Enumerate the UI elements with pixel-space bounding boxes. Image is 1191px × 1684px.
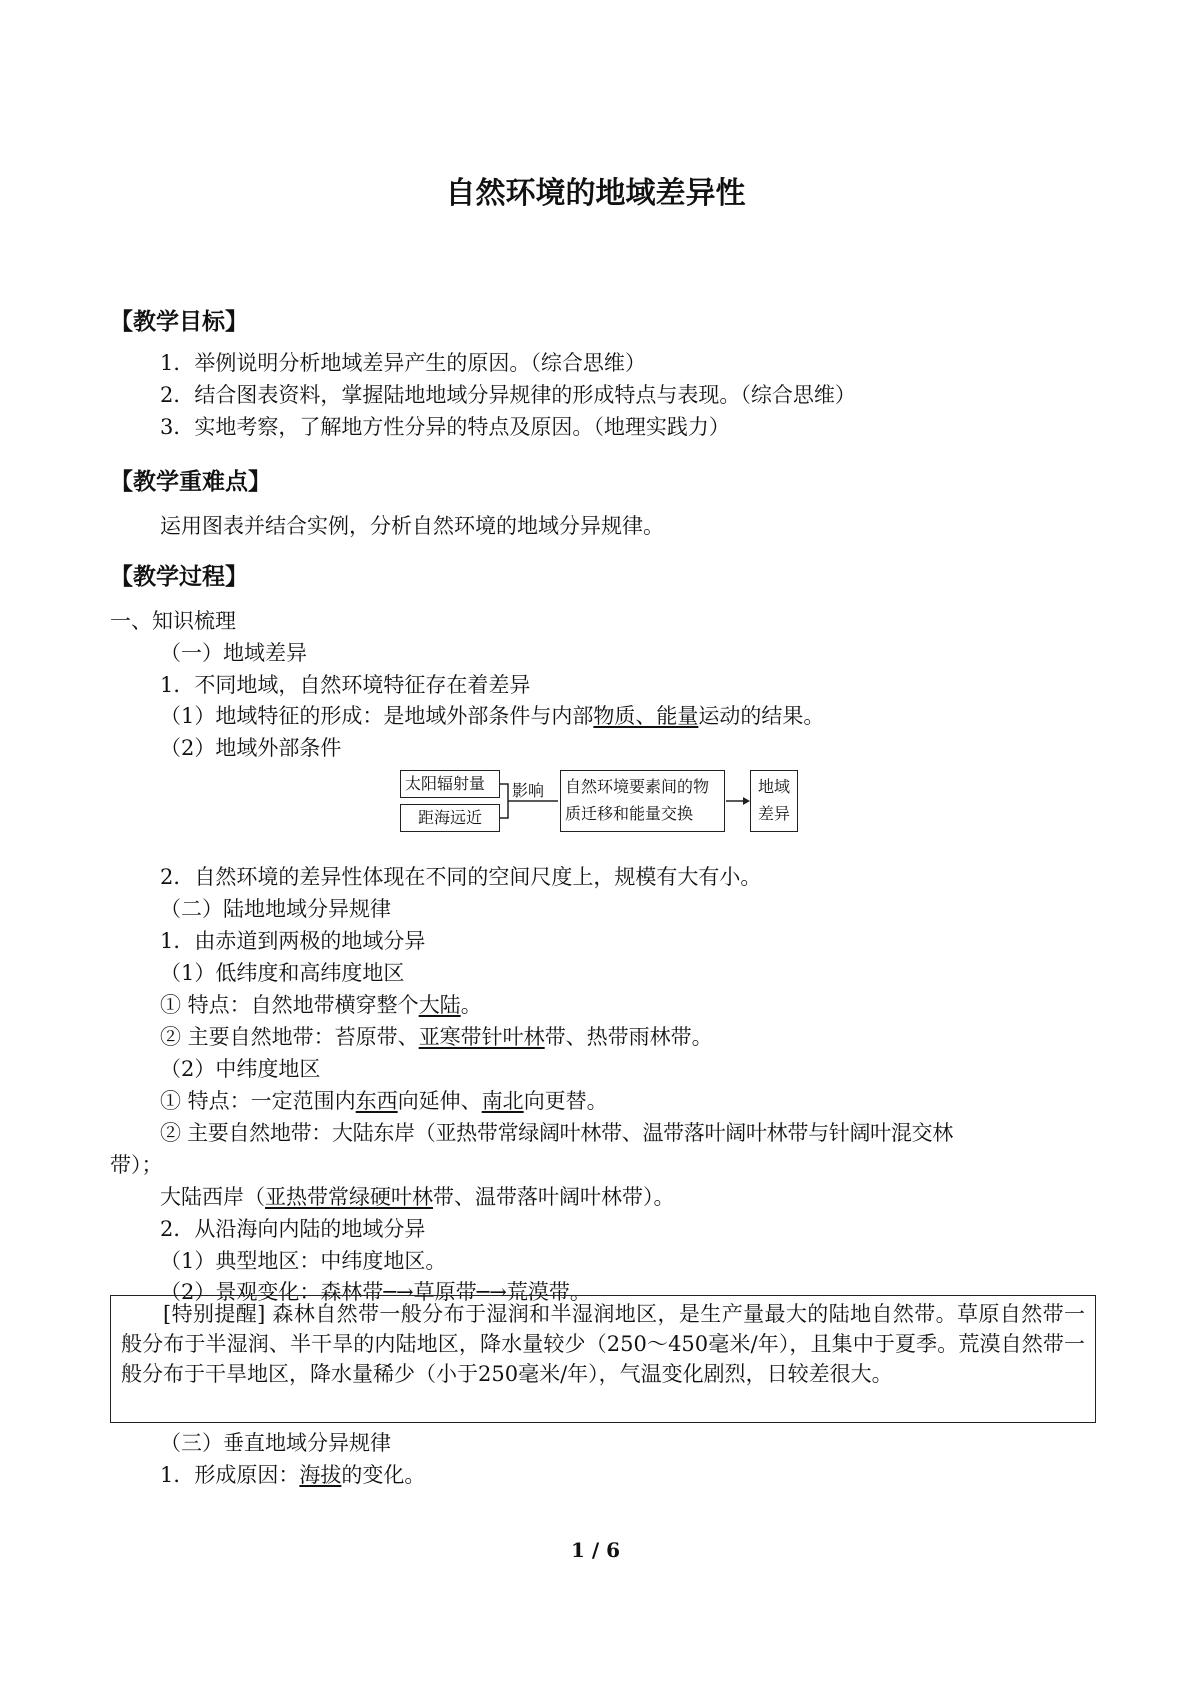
diagram-text: 差异 <box>757 804 790 823</box>
underlined-answer: 物质、能量 <box>593 704 699 728</box>
special-note-text: [特别提醒] 森林自然带一般分布于湿润和半湿润地区，是生产量最大的陆地自然带。草原自然带一般分布于半湿润、半干旱的内陆地区，降水量较少（250～450毫米/年），且集中于夏季。荒漠自然带一般分布于干旱地区，降水量稀少（小于250毫米/年），气温变化剧烈，日较差很大。 <box>121 1302 1085 1386</box>
underlined-answer: 亚寒带针叶林 <box>418 1025 545 1049</box>
body-line: （1）典型地区：中纬度地区。 <box>160 1249 447 1273</box>
body-line: （2）中纬度地区 <box>160 1057 321 1081</box>
body-line: 带）； <box>110 1153 163 1177</box>
page-title: 自然环境的地域差异性 <box>445 176 746 211</box>
text-run: （1）地域特征的形成：是地域外部条件与内部 <box>160 704 594 728</box>
text-run: 。 <box>460 993 482 1017</box>
text-run: ① 特点：一定范围内 <box>160 1089 356 1113</box>
body-line: 1．不同地域，自然环境特征存在着差异 <box>160 673 531 697</box>
text-run: 的变化。 <box>341 1463 426 1487</box>
diagram-box-distance: 距海远近 <box>400 804 500 832</box>
body-line: （1）低纬度和高纬度地区 <box>160 961 405 985</box>
goal-item: 1．举例说明分析地域差异产生的原因。（综合思维） <box>160 351 646 375</box>
body-line <box>160 701 824 731</box>
body-line: 2．自然环境的差异性体现在不同的空间尺度上，规模有大有小。 <box>160 865 762 889</box>
underlined-answer: 海拔 <box>299 1463 342 1487</box>
special-note-box <box>110 1295 1096 1423</box>
text-run: 运动的结果。 <box>698 704 825 728</box>
text-run: 带、温带落叶阔叶林带）。 <box>433 1185 675 1209</box>
text-run: 向更替。 <box>523 1089 608 1113</box>
goal-item: 2．结合图表资料，掌握陆地地域分异规律的形成特点与表现。（综合思维） <box>160 383 856 407</box>
diagram-influence-label: 影响 <box>512 781 545 800</box>
diagram-text: 自然环境要素间的物 <box>565 777 710 796</box>
body-line <box>160 1460 425 1490</box>
text-run: 1．形成原因： <box>160 1463 300 1487</box>
diagram-text: 地域 <box>757 777 790 796</box>
body-line: 2．从沿海向内陆的地域分异 <box>160 1217 426 1241</box>
diagram-text: 质迁移和能量交换 <box>565 804 694 823</box>
body-line: （2）地域外部条件 <box>160 736 342 760</box>
body-line <box>160 990 482 1020</box>
body-line: ② 主要自然地带：大陆东岸（亚热带常绿阔叶林带、温带落叶阔叶林带与针阔叶混交林 <box>160 1121 953 1145</box>
section-heading-goals: 【教学目标】 <box>110 309 248 335</box>
body-line: 1．由赤道到两极的地域分异 <box>160 929 426 953</box>
body-line: （三）垂直地域分异规律 <box>160 1431 391 1455</box>
text-run: 带、热带雨林带。 <box>544 1025 713 1049</box>
text-run: 大陆西岸（ <box>160 1185 265 1209</box>
section-heading-process: 【教学过程】 <box>110 564 248 590</box>
body-line: （一）地域差异 <box>160 641 307 665</box>
underlined-answer: 南北 <box>481 1089 524 1113</box>
page-number: 1 / 6 <box>570 1538 621 1562</box>
text-run: 向延伸、 <box>397 1089 482 1113</box>
text-run: ① 特点：自然地带横穿整个 <box>160 993 419 1017</box>
body-line <box>160 1182 675 1212</box>
body-line: 一、知识梳理 <box>110 609 236 633</box>
diagram-box-solar: 太阳辐射量 <box>400 770 500 798</box>
goal-item: 3．实地考察，了解地方性分异的特点及原因。（地理实践力） <box>160 415 730 439</box>
underlined-answer: 东西 <box>355 1089 398 1113</box>
body-line <box>160 1022 713 1052</box>
underlined-answer: 亚热带常绿硬叶林 <box>265 1185 433 1209</box>
body-line: （2）景观变化：森林带─→草原带─→荒漠带。 <box>160 1280 591 1304</box>
underlined-answer: 大陆 <box>418 993 461 1017</box>
section-heading-key-points: 【教学重难点】 <box>110 469 271 495</box>
key-points-text: 运用图表并结合实例，分析自然环境的地域分异规律。 <box>160 514 664 538</box>
text-run: ② 主要自然地带：苔原带、 <box>160 1025 419 1049</box>
diagram-connectors <box>498 760 758 840</box>
body-line <box>160 1086 608 1116</box>
body-line: （二）陆地地域分异规律 <box>160 897 391 921</box>
